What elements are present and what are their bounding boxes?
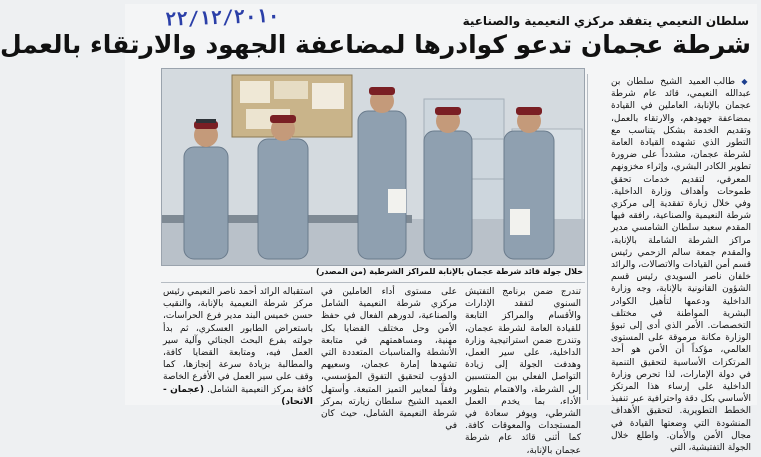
photo-caption: [161, 265, 583, 281]
handwritten-date: ٢٢/١٢/٢٠١٠: [164, 4, 280, 31]
caption-text: خلال جولة قائد شرطة عجمان بالإنابة للمراكز الشرطية: [369, 267, 583, 276]
column-text: استقباله الرائد أحمد ناصر النعيمي رئيس مركز شرطة النعيمية بالإنابة، والنقيب حسن خميس البند مدير فرع الحراسات، باستعراض الطابور العسكري، ثم بدأ جولته بفرع البحث الجنائي وآلية سير العمل فيه، ومتابعة القضايا كافة، والمطالبة بزيادة سرعة إنجازها، كما وقف على سير العمل في الأفرع الخاصة كافة بمركز النعيمية الشامل.: [163, 287, 313, 395]
article-column-right: [611, 76, 751, 454]
article-column-bottom-3: [163, 286, 313, 407]
article-column-bottom-2: [321, 286, 457, 432]
column-text: على مستوى أداء العاملين في مركزي شرطة النعيمية الشامل والصناعية، لدورهم الفعال في حفظ الأمن وحل مختلف القضايا بكل مهنية، ومساهمتهم في متابعة الأنشطة والمناسبات المتعددة التي تشهدها إمارة عجمان، وسعيهم الدؤوب لتحقيق التفوق المؤسسي، وفقاً لمعايير التميز المتبعة. وأستهل العميد الشيخ سلطان زيارته بمركز شرطة النعيمية الشامل، حيث كان في: [321, 287, 457, 432]
caption-credit: (من المصدر): [315, 267, 367, 276]
column-text: تندرج ضمن برنامج التفتيش السنوي لتفقد الإدارات والأقسام والمراكز التابعة للقيادة العامة لشرطة عجمان، وتندرج ضمن استراتيجية وزارة الداخلية، على سير العمل، وهدفت الجولة إلى زيادة التواصل الفعلي بين المنتسبين إلى الشرطة، والاهتمام بتطوير الأداء، بما يخدم العمل الشرطي، ويوفر سعادة في المستجدات والمعوقات كافة. كما أثنى قائد عام شرطة عجمان بالإنابة،: [465, 287, 581, 456]
section-rule: [161, 282, 585, 283]
article-source: (عجمان - الاتحاد): [163, 384, 313, 407]
photo-illustration: [162, 69, 584, 265]
article-column-bottom-1: [465, 286, 581, 456]
article-kicker: سلطان النعيمي يتفقد مركزي النعيمية والصناعية: [462, 14, 749, 28]
paragraph-bullet-icon: ◆: [741, 77, 751, 86]
article-photo: [161, 68, 585, 266]
column-rule: [587, 74, 588, 400]
newspaper-clipping: [0, 4, 757, 456]
article-headline: شرطة عجمان تدعو كوادرها لمضاعفة الجهود والارتقاء بالعمل: [0, 30, 751, 59]
column-text: طالب العميد الشيخ سلطان بن عبدالله النعيمي، قائد عام شرطة عجمان بالإنابة، العاملين في القيادة بمضاعفة جهودهم، والارتقاء بالعمل، وتقديم الخدمة بشكل يتناسب مع التطور الذي تشهده القيادة العامة لشرطة عجمان، مشدداً على ضرورة تطوير الكادر البشري، وإثراء مخزونهم المعرفي، لتقديم خدمات تحقق طموحات وأهداف وزارة الداخلية. وفي خلال زيارة تفقدية إلى مركزي شرطة النعيمية والصناعية، رافقه فيها المقدم سعيد سلطان الشامسي مدير مراكز الشرطة الشاملة بالإنابة، والمقدم جمعة سالم الزحمي رئيس قسم أمن القيادات والاتصالات، والرائد خلفان ناصر السويدي رئيس قسم الشؤون القانونية بالإنابة، وجه وزارة الداخلية ودعمها لتأهيل الكوادر البشرية المواطنة في مختلف التخصصات. الأمر الذي أدى إلى تبوؤ الوزارة مكانة مرموقة على المستوى العالمي، مؤكداً أن الأمن هو أحد المرتكزات الأساسية لتحقيق التنمية في دولة الإمارات، لذا تحرص وزارة الداخلية على إرساء هذا المرتكز الأساسي بكل دقة واحترافية عبر تنفيذ الخطط التطويرية. لتحقيق الأهداف المنشودة التي وضعتها القيادة في مجال الأمن والأمان. واطلع خلال الجولة التفتيشية، التي: [611, 77, 751, 454]
